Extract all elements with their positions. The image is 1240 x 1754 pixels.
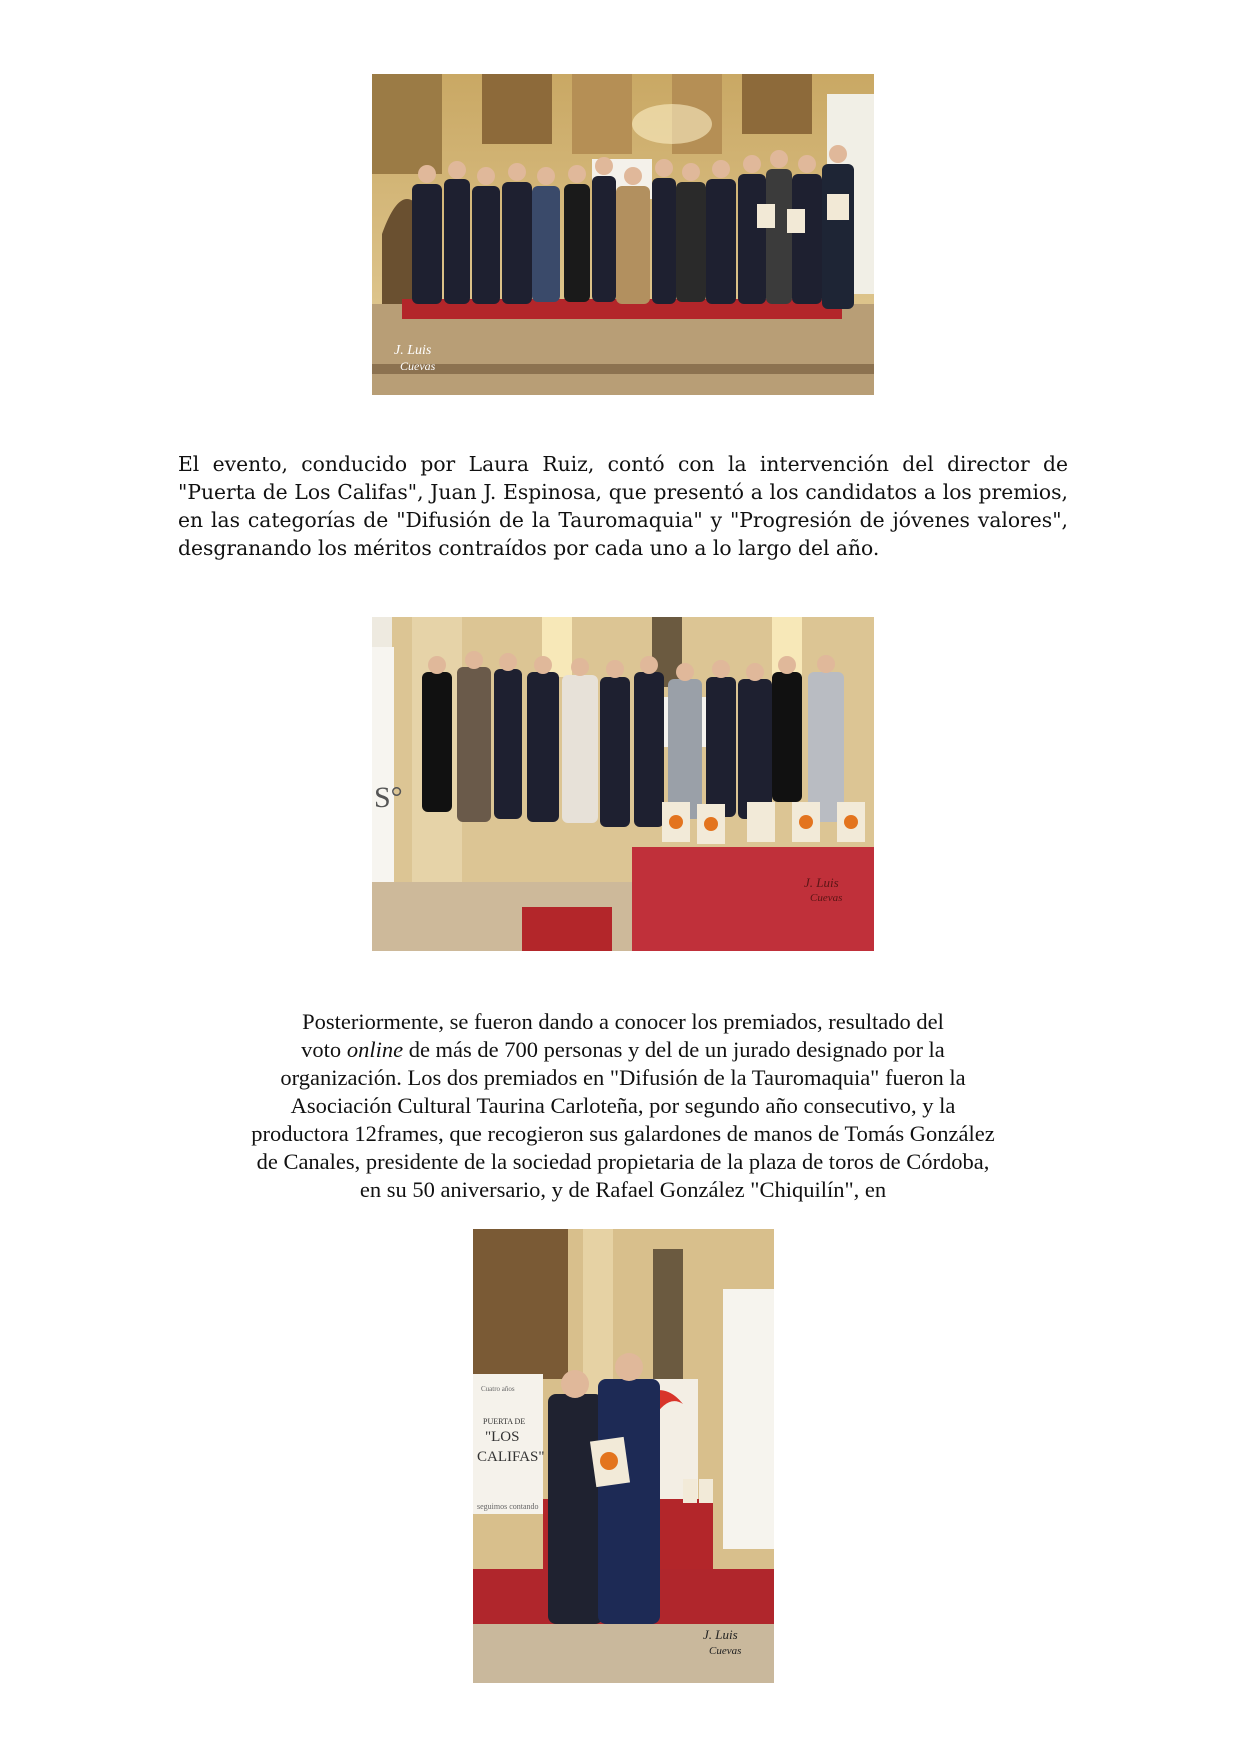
banner-line3: CALIFAS"	[477, 1449, 545, 1465]
para2-line2-before: voto	[301, 1037, 347, 1062]
paragraph-event: El evento, conducido por Laura Ruiz, contó con la intervención del director de "Puerta de Los Califas", Juan J. Espinosa, que presentó a los candidatos a los premios, en las categorías de "Difusión de la Tauromaquia" y "Progresión de jóvenes valores", desgranando los méritos contraídos por cada uno a lo largo del año.	[178, 452, 1068, 560]
watermark-line1: J. Luis	[703, 1627, 738, 1642]
banner-line2: "LOS	[485, 1429, 520, 1445]
watermark-line2: Cuevas	[400, 359, 436, 373]
watermark-line1: J. Luis	[804, 875, 839, 890]
group-photo-2	[372, 617, 874, 951]
banner-text: S°	[374, 781, 403, 814]
watermark-line1: J. Luis	[394, 343, 432, 358]
para2-line6: de Canales, presidente de la sociedad propietaria de la plaza de toros de Córdoba,	[256, 1149, 990, 1174]
para2-line2-emphasis: online	[346, 1037, 404, 1062]
paragraph-winners	[168, 1008, 1078, 1204]
para2-line2-after: de más de 700 personas y del de un jurado designado por la	[403, 1037, 945, 1062]
para2-line2	[168, 1036, 1078, 1064]
group-photo-1	[372, 74, 874, 395]
para2-line4: Asociación Cultural Taurina Carloteña, por segundo año consecutivo, y la	[290, 1093, 956, 1118]
para2-line1: Posteriormente, se fueron dando a conocer los premiados, resultado del	[302, 1009, 944, 1034]
para2-line3: organización. Los dos premiados en "Difusión de la Tauromaquia" fueron la	[280, 1065, 966, 1090]
watermark-line2: Cuevas	[709, 1645, 742, 1657]
banner-bottom: seguimos contando	[477, 1502, 539, 1511]
watermark-line2: Cuevas	[810, 892, 843, 904]
banner-line1: PUERTA DE	[483, 1417, 526, 1426]
award-photo-3	[473, 1229, 774, 1683]
banner-top: Cuatro años	[481, 1385, 515, 1393]
para2-line7: en su 50 aniversario, y de Rafael González "Chiquilín", en	[359, 1177, 887, 1202]
para2-line5: productora 12frames, que recogieron sus galardones de manos de Tomás González	[251, 1121, 995, 1146]
